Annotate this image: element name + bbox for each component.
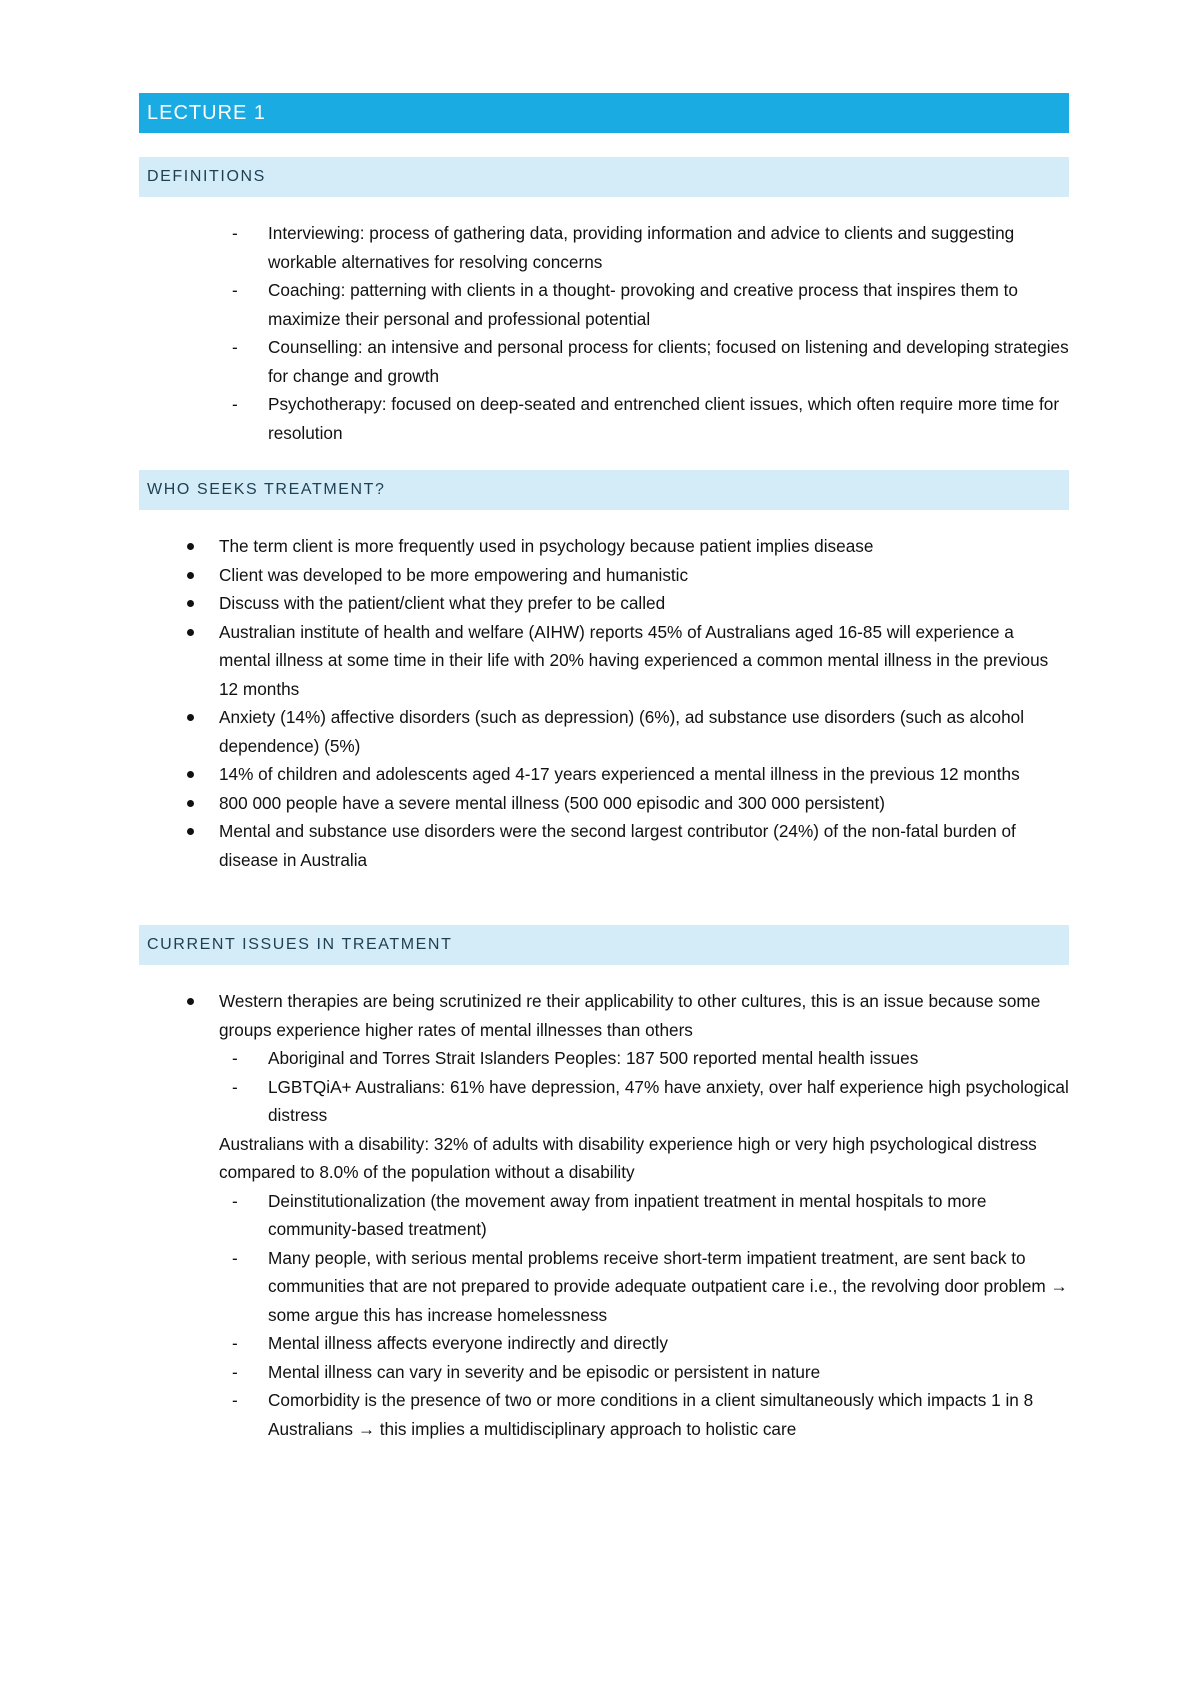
list-item-tail: this implies a multidisciplinary approach to holistic care bbox=[379, 1418, 797, 1439]
list-item: Australians with a disability: 32% of adults with disability experience high or very high psychological distress compared to 8.0% of the population without a disability bbox=[219, 1133, 1037, 1182]
arrow-right-icon: → bbox=[357, 1418, 375, 1439]
list-item: Mental and substance use disorders were the second largest contributor (24%) of the non-fatal burden of disease in Australia bbox=[139, 817, 1069, 874]
list-item-text: Many people, with serious mental problems receive short-term impatient treatment, are sent back to communities that are not prepared to provide adequate outpatient care i.e., the revolving door problem bbox=[268, 1247, 1046, 1296]
list-item: Western therapies are being scrutinized re their applicability to other cultures, this is an issue because some groups experience higher rates of mental illnesses than others bbox=[139, 987, 1069, 1044]
list-item: - Psychotherapy: focused on deep-seated and entrenched client issues, which often require more time for resolution bbox=[139, 390, 1069, 447]
list-item: 14% of children and adolescents aged 4-17 years experienced a mental illness in the previous 12 months bbox=[139, 760, 1069, 789]
who-seeks-heading: WHO SEEKS TREATMENT? bbox=[139, 470, 1069, 510]
arrow-right-icon: → bbox=[1050, 1276, 1068, 1296]
list-item: - LGBTQiA+ Australians: 61% have depression, 47% have anxiety, over half experience high psychological distress bbox=[139, 1073, 1069, 1130]
list-item-tail: some argue this has increase homelessness bbox=[268, 1304, 608, 1325]
list-item: - Coaching: patterning with clients in a thought- provoking and creative process that inspires them to maximize their personal and professional potential bbox=[139, 276, 1069, 333]
who-seeks-list bbox=[139, 532, 1069, 874]
current-issues-heading: CURRENT ISSUES IN TREATMENT bbox=[139, 925, 1069, 965]
list-item: 800 000 people have a severe mental illness (500 000 episodic and 300 000 persistent) bbox=[139, 789, 1069, 818]
list-item: Client was developed to be more empowering and humanistic bbox=[139, 561, 1069, 590]
list-item: Australian institute of health and welfare (AIHW) reports 45% of Australians aged 16-85 will experience a mental illness at some time in their life with 20% having experienced a common mental illness in the previous 12 months bbox=[139, 618, 1069, 704]
list-item: - Mental illness affects everyone indirectly and directly bbox=[139, 1329, 1069, 1358]
definitions-list bbox=[139, 219, 1069, 447]
list-item bbox=[139, 1244, 1069, 1330]
list-item: The term client is more frequently used in psychology because patient implies disease bbox=[139, 532, 1069, 561]
current-issues-list bbox=[139, 987, 1069, 1443]
definitions-heading: DEFINITIONS bbox=[139, 157, 1069, 197]
list-item: - Counselling: an intensive and personal process for clients; focused on listening and developing strategies for change and growth bbox=[139, 333, 1069, 390]
list-item: - Deinstitutionalization (the movement away from inpatient treatment in mental hospitals to more community-based treatment) bbox=[139, 1187, 1069, 1244]
list-item: - Aboriginal and Torres Strait Islanders Peoples: 187 500 reported mental health issues bbox=[139, 1044, 1069, 1073]
list-item-text: Comorbidity is the presence of two or more conditions in a client simultaneously which impacts 1 in 8 Australians bbox=[268, 1390, 1034, 1439]
list-item bbox=[139, 1386, 1069, 1443]
lecture-title: LECTURE 1 bbox=[139, 93, 1069, 133]
list-item: - Mental illness can vary in severity and be episodic or persistent in nature bbox=[139, 1358, 1069, 1387]
list-item: Anxiety (14%) affective disorders (such as depression) (6%), ad substance use disorders (such as alcohol dependence) (5%) bbox=[139, 703, 1069, 760]
list-item: Discuss with the patient/client what they prefer to be called bbox=[139, 589, 1069, 618]
list-item: - Interviewing: process of gathering data, providing information and advice to clients and suggesting workable alternatives for resolving concerns bbox=[139, 219, 1069, 276]
